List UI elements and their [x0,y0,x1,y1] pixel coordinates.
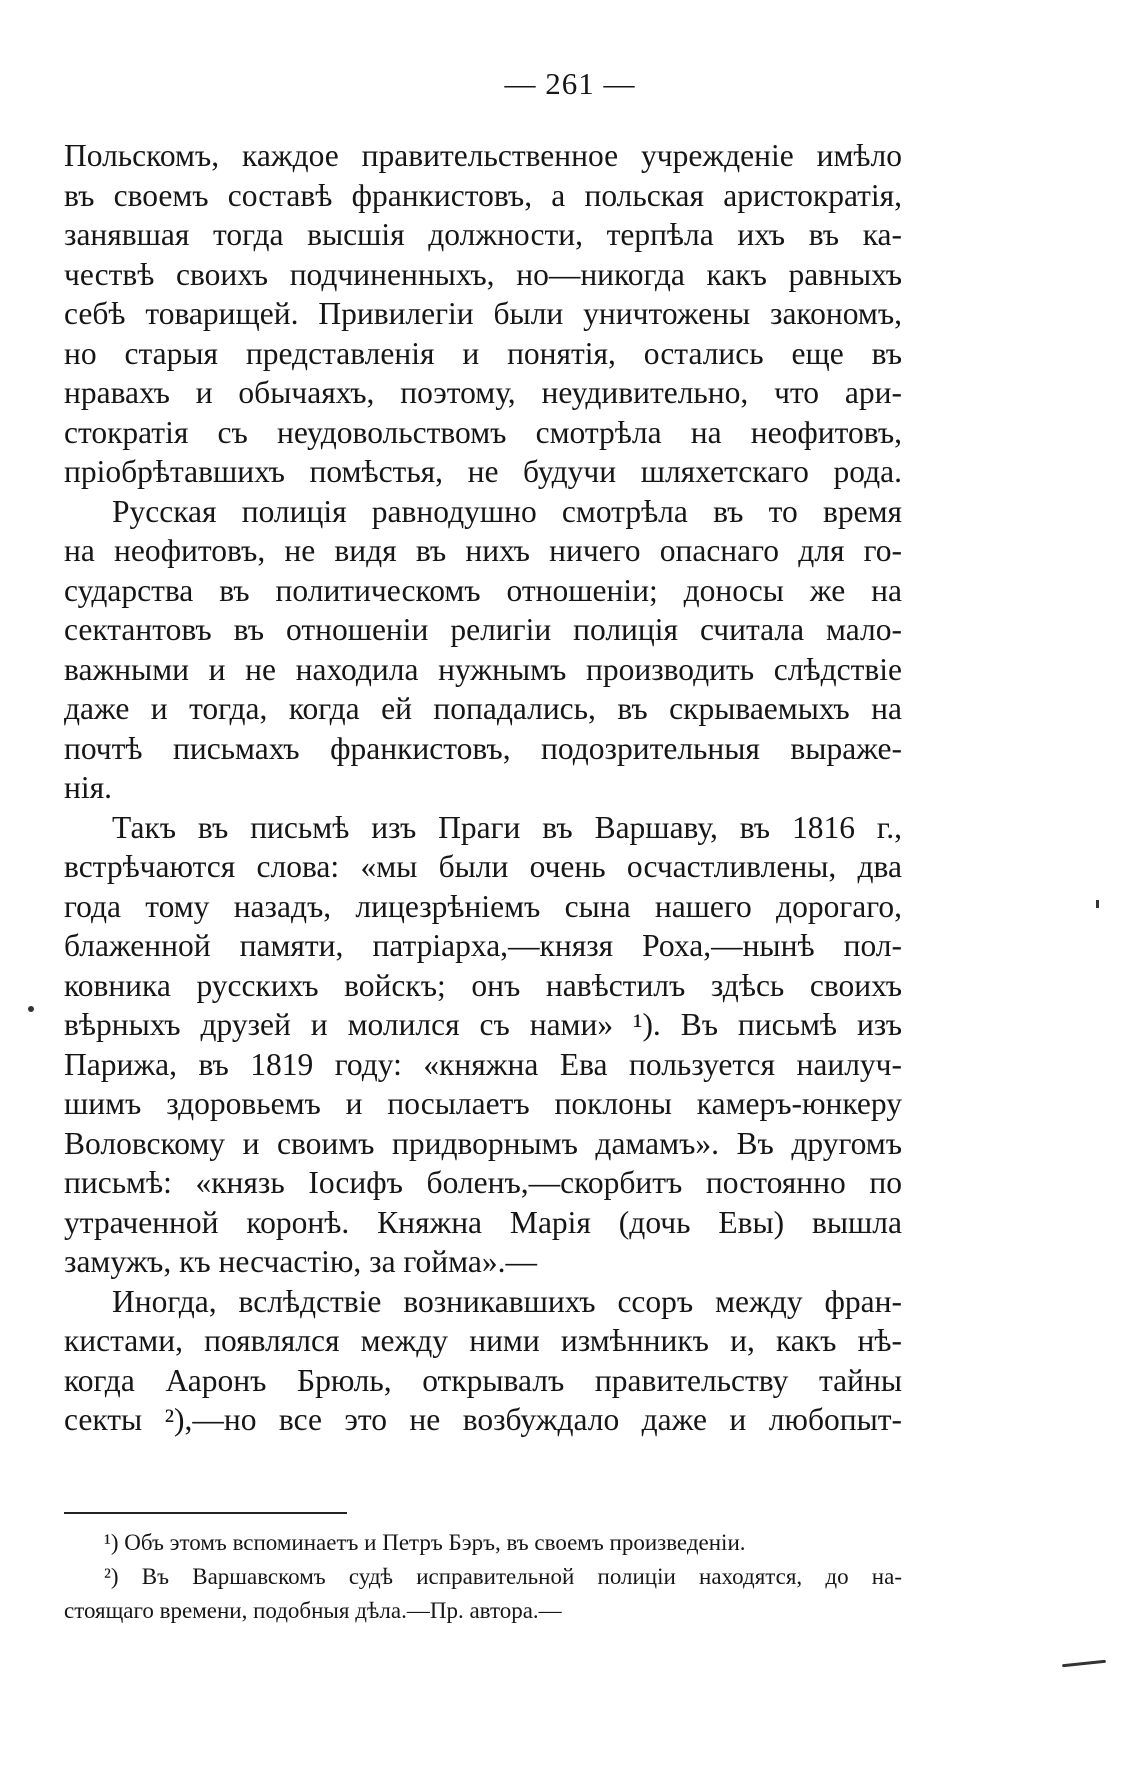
text-line: стократія съ неудовольствомъ смотрѣла на неофитовъ, [64,414,902,450]
margin-mark [28,1006,34,1012]
text-line: кистами, появлялся между ними измѣнникъ и, какъ нѣ- [64,1323,902,1358]
footnote-1 [64,1526,902,1560]
text-line: шимъ здоровьемъ и посылаетъ поклоны камеръ-юнкеру [64,1086,902,1121]
text-line: вѣрныхъ друзей и молился съ нами» ¹). Въ письмѣ изъ [64,1007,902,1042]
text-line: себѣ товарищей. Привилегіи были уничтожены закономъ, [64,296,902,331]
text-line: ковника русскихъ войскъ; онъ навѣстилъ здѣсь своихъ [64,967,902,1003]
text-line: письмѣ: «князь Іосифъ боленъ,—скорбитъ постоянно по [64,1165,902,1200]
footnotes [64,1526,902,1628]
text-line: Воловскому и своимъ придворнымъ дамамъ». Въ другомъ [64,1125,902,1161]
text-line: года тому назадъ, лицезрѣніемъ сына нашего дорогаго, [64,888,902,924]
page-number: — 261 — [504,66,636,101]
text-line: но старыя представленія и понятія, остались еще въ [64,335,902,371]
text-line: нравахъ и обычаяхъ, поэтому, неудивительно, что ари- [64,375,902,410]
text-line: Русская полиція равнодушно смотрѣла въ то время [112,493,902,529]
body-text [64,136,902,1440]
text-line: секты ²),—но все это не возбуждало даже и любопыт- [64,1402,902,1437]
text-line: Такъ въ письмѣ изъ Праги въ Варшаву, въ 1816 г., [112,809,902,845]
footnote-line: стоящаго времени, подобныя дѣла.—Пр. автора.— [64,1598,562,1623]
paragraph-1 [64,136,902,492]
text-line: замужъ, къ несчастію, за гойма».— [64,1244,537,1279]
text-line: блаженной памяти, патріарха,—князя Роха,—нынѣ пол- [64,928,902,963]
text-line: чествѣ своихъ подчиненныхъ, но—никогда какъ равныхъ [64,256,902,292]
footnote-line: ¹) Объ этомъ вспоминаетъ и Петръ Бэръ, въ своемъ произведеніи. [104,1530,746,1555]
text-line: даже и тогда, когда ей попадались, въ скрываемыхъ на [64,691,902,726]
text-line: Иногда, вслѣдствіе возникавшихъ ссоръ между фран- [112,1283,902,1319]
footnote-line: ²) Въ Варшавскомъ судѣ исправительной полиціи находятся, до на- [104,1564,902,1589]
text-line: сударства въ политическомъ отношеніи; доносы же на [64,572,902,608]
paragraph-3 [64,808,902,1282]
text-line: почтѣ письмахъ франкистовъ, подозрительныя выраже- [64,730,902,766]
text-line: Польскомъ, каждое правительственное учрежденіе имѣло [64,138,902,173]
margin-mark [1096,900,1099,908]
text-line: когда Ааронъ Брюль, открывалъ правительству тайны [64,1362,902,1398]
margin-mark [1062,1660,1106,1668]
paragraph-2 [64,492,902,808]
text-line: встрѣчаются слова: «мы были очень осчастливлены, два [64,849,902,884]
paragraph-4 [64,1282,902,1440]
text-line: важными и не находила нужнымъ производить слѣдствіе [64,651,902,687]
text-line: занявшая тогда высшія должности, терпѣла ихъ въ ка- [64,217,902,252]
footnote-separator [64,1512,347,1514]
text-line: сектантовъ въ отношеніи религіи полиція считала мало- [64,612,902,647]
text-line: утраченной коронѣ. Княжна Марія (дочь Евы) вышла [64,1204,902,1240]
text-line: Парижа, въ 1819 году: «княжна Ева пользуется наилуч- [64,1046,902,1082]
text-line: нія. [64,770,112,805]
footnote-2 [64,1560,902,1628]
text-line: на неофитовъ, не видя въ нихъ ничего опаснаго для го- [64,533,902,568]
text-line: пріобрѣтавшихъ помѣстья, не будучи шляхетскаго рода. [64,454,902,489]
text-line: въ своемъ составѣ франкистовъ, а польская аристократія, [64,177,902,213]
